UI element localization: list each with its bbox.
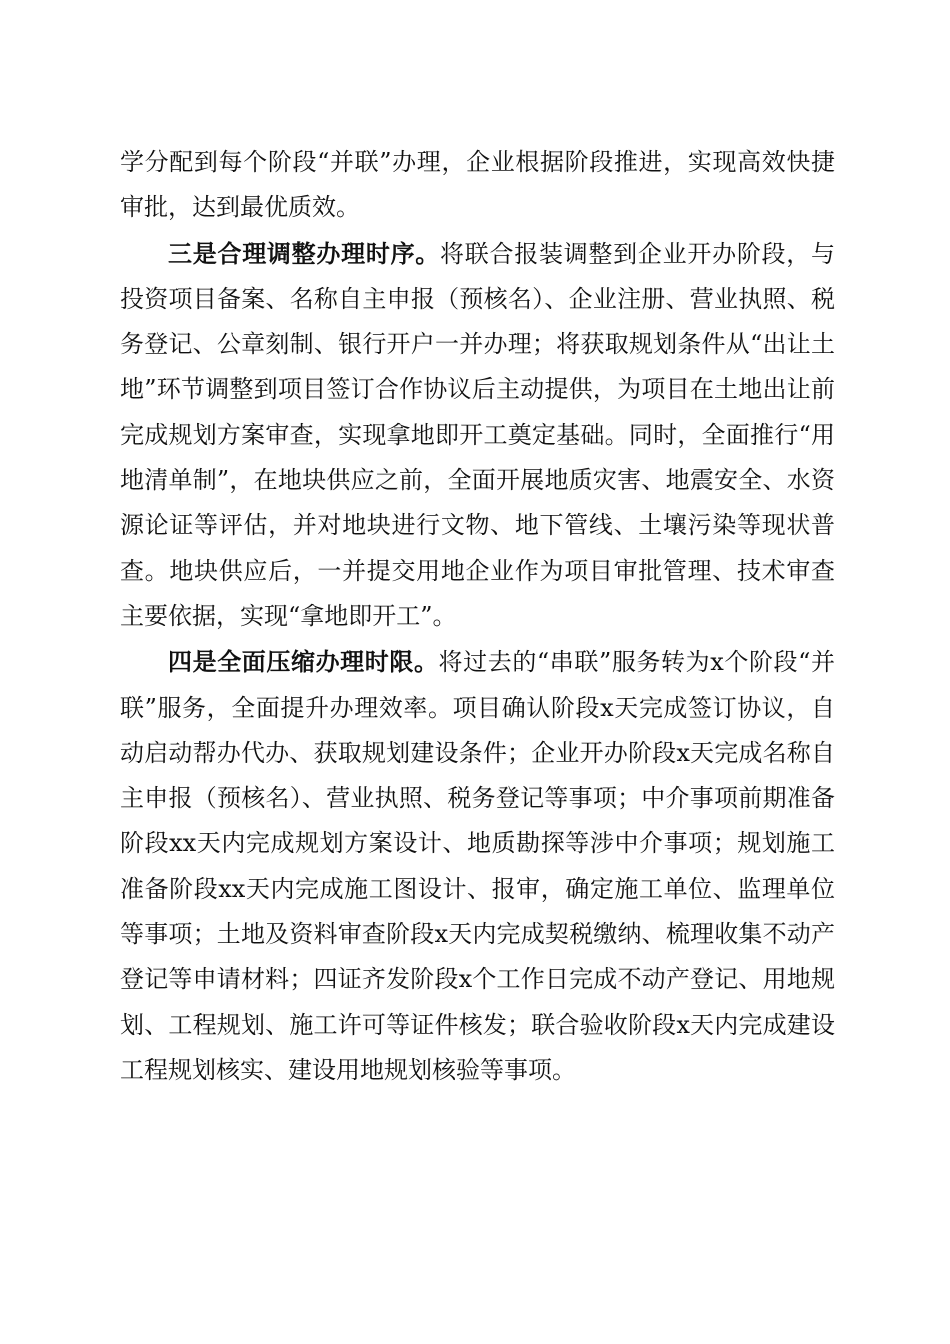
paragraph-timing-order — [120, 231, 835, 640]
paragraph-heading: 四是全面压缩办理时限。 — [168, 647, 439, 677]
paragraph-text: 学分配到每个阶段“并联”办理，企业根据阶段推进，实现高效快捷审批，达到最优质效。 — [120, 148, 835, 222]
paragraph-heading: 三是合理调整办理时序。 — [168, 238, 441, 268]
paragraph-continuation — [120, 140, 835, 231]
paragraph-time-limits — [120, 639, 835, 1093]
paragraph-text: 将联合报装调整到企业开办阶段，与投资项目备案、名称自主申报（预核名）、企业注册、营业执照、税务登记、公章刻制、银行开户一并办理；将获取规划条件从“出让土地”环节调整到项目签订合作协议后主动提供，为项目在土地出让前完成规划方案审查，实现拿地即开工奠定基础。同时，全面推行“用地清单制”，在地块供应之前，全面开展地质灾害、地震安全、水资源论证等评估，并对地块进行文物、地下管线、土壤污染等现状普查。地块供应后，一并提交用地企业作为项目审批管理、技术审查主要依据，实现“拿地即开工”。 — [120, 239, 836, 630]
paragraph-text: 将过去的“串联”服务转为x个阶段“并联”服务，全面提升办理效率。项目确认阶段x天完成签订协议，自动启动帮办代办、获取规划建设条件；企业开办阶段x天完成名称自主申报（预核名）、营业执照、税务登记等事项；中介事项前期准备阶段xx天内完成规划方案设计、地质勘探等涉中介事项；规划施工准备阶段xx天内完成施工图设计、报审，确定施工单位、监理单位等事项；土地及资料审查阶段x天内完成契税缴纳、梳理收集不动产登记等申请材料；四证齐发阶段x个工作日完成不动产登记、用地规划、工程规划、施工许可等证件核发；联合验收阶段x天内完成建设工程规划核实、建设用地规划核验等事项。 — [120, 648, 836, 1084]
body-text — [120, 140, 835, 1093]
